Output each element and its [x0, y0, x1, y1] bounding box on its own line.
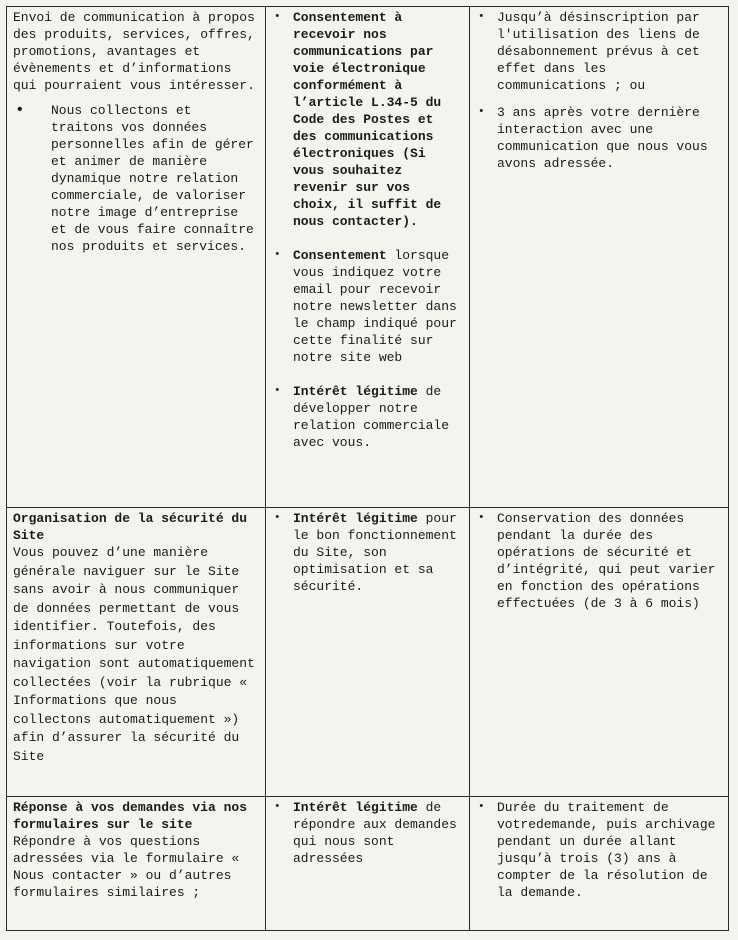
list-item: [272, 9, 463, 230]
retention-list: [476, 799, 722, 901]
legal-basis-text: pour le bon fonctionnement du Site, son optimisation et sa sécurité.: [293, 511, 457, 594]
retention-cell: [470, 7, 729, 508]
bullet-icon: •: [274, 512, 281, 524]
retention-list: [476, 510, 722, 612]
list-item: [476, 9, 722, 94]
purpose-title: Réponse à vos demandes via nos formulaires sur le site: [13, 800, 248, 832]
bullet-icon: •: [274, 801, 281, 813]
purpose-body: Vous pouvez d’une manière générale naviguer sur le Site sans avoir à nous communiquer de données permettant de vous identifier. Toutefois, des informations sur votre navigation sont automatiquement collectées (voir la rubrique « Informations que nous collectons automatiquement ») afin d’assurer la sécurité du Site: [13, 545, 255, 764]
purpose-bullet-list: [13, 102, 259, 255]
list-item: [476, 104, 722, 172]
bullet-icon: •: [274, 249, 281, 261]
legal-basis-lead: Consentement à recevoir nos communications par voie électronique conformément à l’article L.34-5 du Code des Postes et des communications électroniques (Si vous souhaitez revenir sur vos choix, il suffit de nous contacter).: [293, 10, 442, 229]
retention-cell: [470, 508, 729, 797]
list-item: [272, 383, 463, 451]
legal-basis-lead: Intérêt légitime: [293, 384, 418, 399]
table-row: [7, 508, 729, 797]
purpose-title: Organisation de la sécurité du Site: [13, 511, 248, 543]
purpose-body: Répondre à vos questions adressées via le formulaire « Nous contacter » ou d’autres formulaires similaires ;: [13, 834, 240, 900]
bullet-icon: •: [478, 11, 485, 23]
list-item: [272, 799, 463, 867]
list-item: [476, 510, 722, 612]
legal-basis-cell: [266, 797, 470, 931]
bullet-icon: •: [478, 801, 485, 813]
legal-basis-cell: [266, 7, 470, 508]
legal-basis-list: [272, 510, 463, 595]
retention-text: 3 ans après votre dernière interaction avec une communication que nous vous avons adressée.: [497, 105, 708, 171]
table-row: [7, 797, 729, 931]
legal-basis-list: [272, 9, 463, 451]
legal-basis-text: lorsque vous indiquez votre email pour recevoir notre newsletter dans le champ indiqué pour cette finalité sur notre site web: [293, 248, 457, 365]
purpose-cell: [7, 7, 266, 508]
purpose-bullet-text: Nous collectons et traitons vos données personnelles afin de gérer et animer de manière dynamique notre relation commerciale, de valoriser notre image d’entreprise et de vous faire connaître nos produits et services.: [51, 103, 254, 254]
legal-basis-text: de développer notre relation commerciale avec vous.: [293, 384, 450, 450]
retention-cell: [470, 797, 729, 931]
bullet-icon: •: [478, 106, 485, 118]
data-processing-table: [6, 6, 729, 931]
bullet-icon: •: [15, 101, 25, 119]
list-item: [272, 247, 463, 366]
legal-basis-lead: Intérêt légitime: [293, 800, 418, 815]
list-item: [476, 799, 722, 901]
purpose-cell: [7, 508, 266, 797]
legal-basis-text: de répondre aux demandes qui nous sont adressées: [293, 800, 457, 866]
table-row: [7, 7, 729, 508]
purpose-cell: [7, 797, 266, 931]
retention-list: [476, 9, 722, 172]
list-item: [13, 102, 259, 255]
list-item: [272, 510, 463, 595]
legal-basis-lead: Consentement: [293, 248, 387, 263]
retention-text: Conservation des données pendant la durée des opérations de sécurité et d’intégrité, qui peut varier en fonction des opérations effectuées (de 3 à 6 mois): [497, 511, 716, 611]
bullet-icon: •: [274, 11, 281, 23]
bullet-icon: •: [478, 512, 485, 524]
legal-basis-list: [272, 799, 463, 867]
legal-basis-lead: Intérêt légitime: [293, 511, 418, 526]
bullet-icon: •: [274, 385, 281, 397]
retention-text: Jusqu’à désinscription par l'utilisation des liens de désabonnement prévus à cet effet dans les communications ; ou: [497, 10, 700, 93]
purpose-title: Envoi de communication à propos des produits, services, offres, promotions, avantages et évènements et d’informations qui pourraient vous intéresser.: [13, 10, 255, 93]
legal-basis-cell: [266, 508, 470, 797]
retention-text: Durée du traitement de votredemande, puis archivage pendant un durée allant jusqu’à trois (3) ans à compter de la résolution de la demande.: [497, 800, 716, 900]
